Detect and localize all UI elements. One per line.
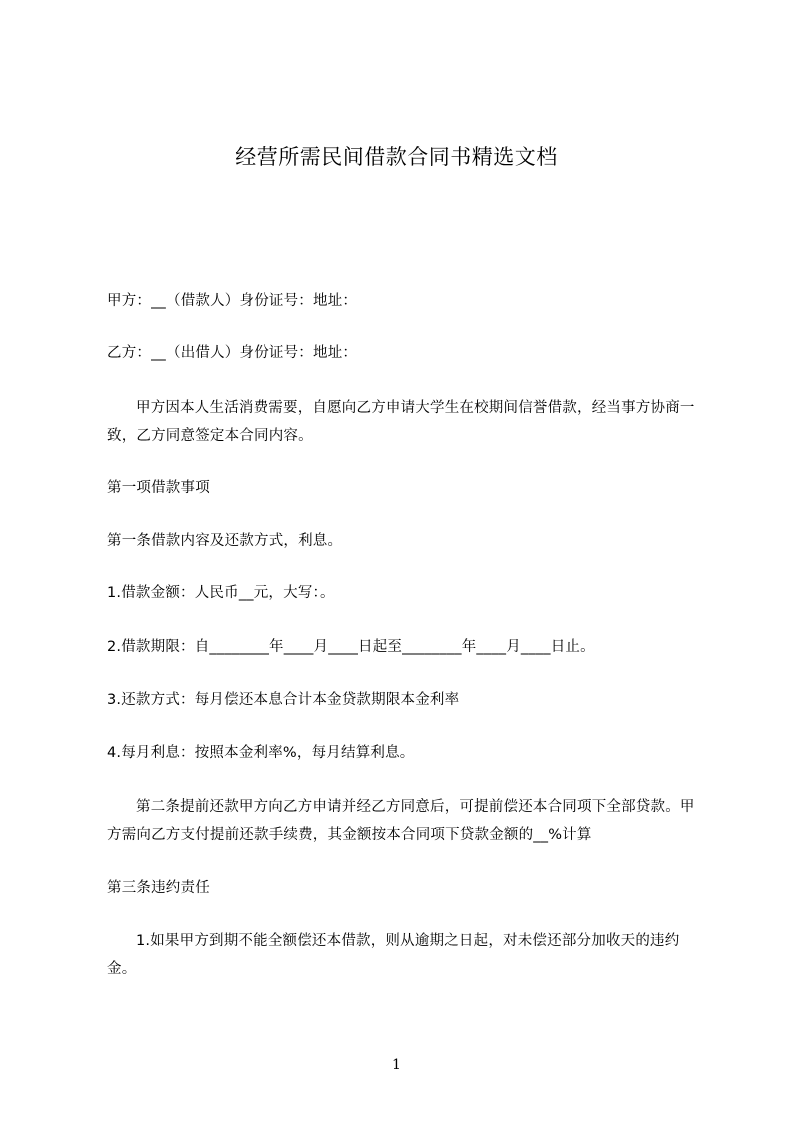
party-b-line: 乙方：__（出借人）身份证号：地址： xyxy=(107,345,358,361)
clause-1-heading: 第一条借款内容及还款方式，利息。 xyxy=(107,533,343,549)
section-heading-loan-matters: 第一项借款事项 xyxy=(107,480,210,496)
clause-3-heading: 第三条违约责任 xyxy=(107,880,210,896)
loan-amount-line: 1.借款金额：人民币__元，大写：。 xyxy=(107,585,335,601)
document-title: 经营所需民间借款合同书精选文档 xyxy=(235,145,558,169)
intro-paragraph: 甲方因本人生活消费需要，自愿向乙方申请大学生在校期间信誉借款，经当事方协商一致，乙方同意签定本合同内容。 xyxy=(107,400,695,444)
clause-2-early-repayment: 第二条提前还款甲方向乙方申请并经乙方同意后，可提前偿还本合同项下全部贷款。甲方需向乙方支付提前还款手续费，其金额按本合同项下贷款金额的__%计算 xyxy=(107,799,695,843)
breach-item-1: 1.如果甲方到期不能全额偿还本借款，则从逾期之日起，对未偿还部分加收天的违约金。 xyxy=(107,933,680,977)
page-number: 1 xyxy=(392,1057,401,1073)
repayment-method-line: 3.还款方式：每月偿还本息合计本金贷款期限本金利率 xyxy=(107,692,460,708)
party-a-line: 甲方：__（借款人）身份证号：地址： xyxy=(107,293,358,309)
loan-term-line: 2.借款期限：自________年____月____日起至________年____月____日止。 xyxy=(107,639,595,655)
monthly-interest-line: 4.每月利息：按照本金利率%，每月结算利息。 xyxy=(107,745,415,761)
